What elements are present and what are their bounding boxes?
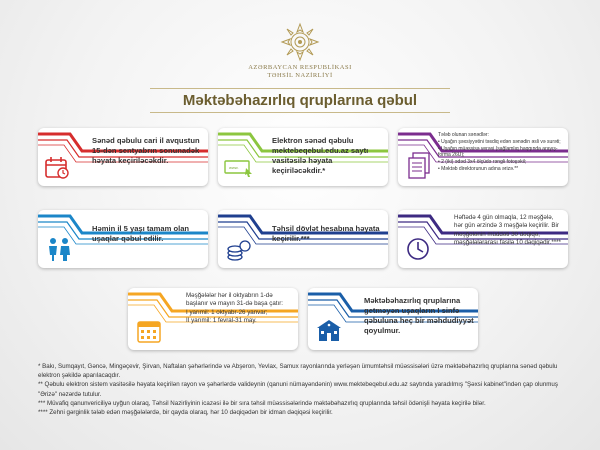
calendar-grid-icon: [136, 318, 162, 344]
card-state-funded-text: Təhsil dövlət hesabına həyata keçirilir.***: [272, 224, 380, 244]
card-no-restriction-text: Məktəbəhazırlıq qruplarına getməyən uşaqların I sinfə qəbuluna heç bir məhdudiyyət qoyulmur.: [364, 296, 474, 336]
page-title: Məktəbəhazırlıq qruplarına qəbul: [182, 92, 418, 109]
footnote: * Bakı, Sumqayıt, Gəncə, Mingəçevir, Şirvan, Naftalan şəhərlərində və Abşeron, Yevlax, Samux rayonlarında yerləşən ümumtəhsil müəssisələri üzrə məktəbəhazırlıq qruplarına sənəd qəbulu elektron şəkildə aparılacaqdır.: [38, 363, 558, 380]
card-schedule-text: Həftədə 4 gün olmaqla, 12 məşğələ, hər gün ərzində 3 məşğələ keçirilir. Bir məşğələnin müddəti 30 dəqiqə, məşğələlərarası fasilə 10 dəqiqədir.****: [454, 214, 561, 247]
card-required-documents: [398, 128, 568, 186]
card-application-period: [38, 128, 208, 186]
clock-icon: [406, 236, 432, 262]
footnote: ** Qəbulu elektron sistem vasitəsilə həyata keçirilən rayon və şəhərlərdə valideynin (qanuni nümayəndənin) www.mektebeqebul.edu.az saytında yaradılmış "Şəxsi kabinet"indən çap olunmuş "Ərizə" nəzərdə tutulur.: [38, 381, 558, 398]
coins-icon: [226, 238, 252, 262]
org-name-line1: AZƏRBAYCAN RESPUBLİKASI: [248, 64, 352, 71]
footnote: **** Zehni gərginlik tələb edən məşğələlərdə, bir qayda olaraq, hər 10 dəqiqədən bir idman dəqiqəsi keçirilir.: [38, 408, 333, 416]
documents-item: • Uşağın müəssisə verəsi (sağlamlıq haqqında arayış-forma 26U);: [438, 145, 558, 159]
card-application-period-text: Sənəd qəbulu cari il avqustun 15-dən sentyabrın sonunadək həyata keçiriləcəkdir.: [92, 136, 200, 166]
card-age-requirement: [38, 210, 208, 268]
school-icon: [314, 318, 344, 344]
footnotes: [38, 362, 568, 417]
terms-intro: Məşğələlər hər il oktyabrın 1-də başlanır və mayın 31-də başa çatır:: [186, 292, 283, 308]
card-schedule: [398, 210, 568, 268]
documents-item: • 2 (iki) ədəd 3x4 ölçüdə rəngli fotoşəkil;: [438, 159, 527, 165]
card-electronic-submission: [218, 128, 388, 186]
documents-item: • Uşağın şəxsiyyətini təsdiq edən sənədin əsli və surəti;: [438, 138, 561, 145]
org-name-line2: TƏHSİL NAZİRLİYİ: [267, 72, 333, 79]
card-state-funded: [218, 210, 388, 268]
footnote: *** Müvafiq qanunvericiliyə uyğun olaraq, Təhsil Nazirliyinin icazəsi ilə bir sıra təhsil müəssisələrində məktəbəhazırlıq qruplarında təhsil ödənişli həyata keçirilə bilər.: [38, 399, 486, 407]
card-academic-terms-text: [186, 292, 296, 325]
children-icon: [46, 236, 72, 262]
title-divider-top: [150, 88, 450, 89]
terms-first-half: I yarımil: 1 oktyabr-26 yanvar;: [186, 308, 268, 316]
documents-heading: Tələb olunan sənədlər:: [438, 132, 489, 138]
card-age-requirement-text: Həmin il 5 yaşı tamam olan uşaqlar qəbul edilir.: [92, 224, 190, 244]
documents-item: • Məktəb direktorunun adına ərizə.**: [438, 165, 519, 172]
card-academic-terms: [128, 288, 298, 350]
card-electronic-submission-text: Elektron sənəd qəbulu mektebeqebul.edu.az saytı vasitəsilə həyata keçiriləcəkdir.*: [272, 136, 369, 176]
terms-second-half: II yarımil: 1 fevral-31 may.: [186, 317, 257, 325]
documents-icon: [406, 152, 432, 180]
title-block: [150, 88, 450, 114]
card-required-documents-text: [438, 132, 564, 173]
title-divider-bottom: [150, 112, 450, 113]
card-no-restriction: [308, 288, 478, 350]
calendar-icon: [44, 156, 70, 180]
ministry-emblem-icon: [278, 20, 322, 64]
website-icon-label: www.: [229, 165, 239, 170]
